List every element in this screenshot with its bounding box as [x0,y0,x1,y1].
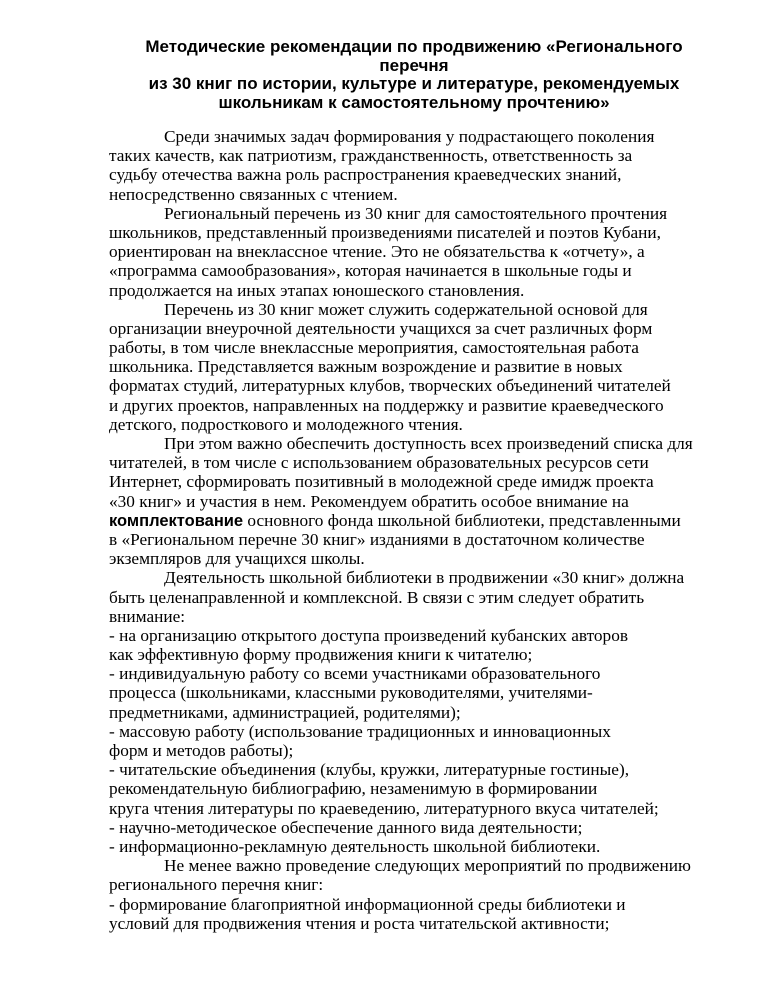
text-line: читателей, в том числе с использованием образовательных ресурсов сети [109,453,649,473]
text-line: «30 книг» и участия в нем. Рекомендуем обратить особое внимание на [109,491,629,511]
text-line: Не менее важно проведение следующих мероприятий по продвижению [164,856,691,876]
text-line: продолжается на иных этапах юношеского становления. [109,280,525,300]
title-line: перечня [379,55,449,75]
text-line: Региональный перечень из 30 книг для самостоятельного прочтения [164,203,668,223]
text-line: детского, подросткового и молодежного чтения. [109,414,463,434]
text-line: в «Региональном перечне 30 книг» изданиями в достаточном количестве [109,529,645,549]
text-line: круга чтения литературы по краеведению, литературного вкуса читателей; [109,798,659,818]
document-body [109,127,729,933]
text-line: быть целенаправленной и комплексной. В связи с этим следует обратить [109,587,645,607]
text-line: судьбу отечества важна роль распространения краеведческих знаний, [109,165,622,185]
text-line: школьника. Представляется важным возрождение и развитие в новых [109,357,623,377]
title-line: Методические рекомендации по продвижению «Регионального [145,37,683,56]
text-line: Перечень из 30 книг может служить содержательной основой для [164,299,648,319]
text-line: и других проектов, направленных на поддержку и развитие краеведческого [109,395,664,415]
list-item: - информационно-рекламную деятельность школьной библиотеки. [109,836,601,856]
text-line: Деятельность школьной библиотеки в продвижении «30 книг» должна [164,568,685,588]
list-item: - формирование благоприятной информационной среды библиотеки и [109,894,626,914]
list-item: - массовую работу (использование традиционных и инновационных [109,721,611,741]
text-line: внимание: [109,606,186,626]
text-line: форм и методов работы); [109,741,294,760]
text-line: школьников, представленный произведениями писателей и поэтов Кубани, [109,222,661,242]
text-line: ориентирован на внеклассное чтение. Это не обязательства к «отчету», а [109,242,645,262]
text-line: При этом важно обеспечить доступность всех произведений списка для [164,434,693,453]
text-line: работы, в том числе внеклассные мероприятия, самостоятельная работа [109,338,639,358]
text-line-mixed [109,511,729,530]
text-line: рекомендательную библиографию, незаменимую в формировании [109,779,598,799]
document-title [108,38,720,112]
list-item: - читательские объединения (клубы, кружки, литературные гостиные), [109,760,630,780]
text-line: таких качеств, как патриотизм, гражданственность, ответственность за [109,146,633,166]
text-line: Интернет, сформировать позитивный в молодежной среде имидж проекта [109,472,654,492]
list-item: - на организацию открытого доступа произведений кубанских авторов [109,625,628,645]
text-line: условий для продвижения чтения и роста читательской активности; [109,913,610,933]
bold-term: комплектование [109,511,244,530]
text-line: непосредственно связанных с чтением. [109,184,398,204]
title-line: школьникам к самостоятельному прочтению» [218,92,610,112]
text-line: как эффективную форму продвижения книги к читателю; [109,645,533,665]
list-item: - индивидуальную работу со всеми участниками образовательного [109,664,601,684]
text-line: процесса (школьниками, классными руководителями, учителями- [109,683,593,703]
text-line: «программа самообразования», которая начинается в школьные годы и [109,261,632,281]
text-line: предметниками, администрацией, родителями); [109,702,461,722]
text-line: Среди значимых задач формирования у подрастающего поколения [164,127,655,146]
text-line: регионального перечня книг: [109,875,324,895]
text-line: экземпляров для учащихся школы. [109,549,365,569]
list-item: - научно-методическое обеспечение данного вида деятельности; [109,817,583,837]
text-line: форматах студий, литературных клубов, творческих объединений читателей [109,376,671,396]
text-segment: основного фонда школьной библиотеки, представленными [243,510,681,530]
text-line: организации внеурочной деятельности учащихся за счет различных форм [109,318,653,338]
title-line: из 30 книг по истории, культуре и литературе, рекомендуемых [148,74,680,93]
